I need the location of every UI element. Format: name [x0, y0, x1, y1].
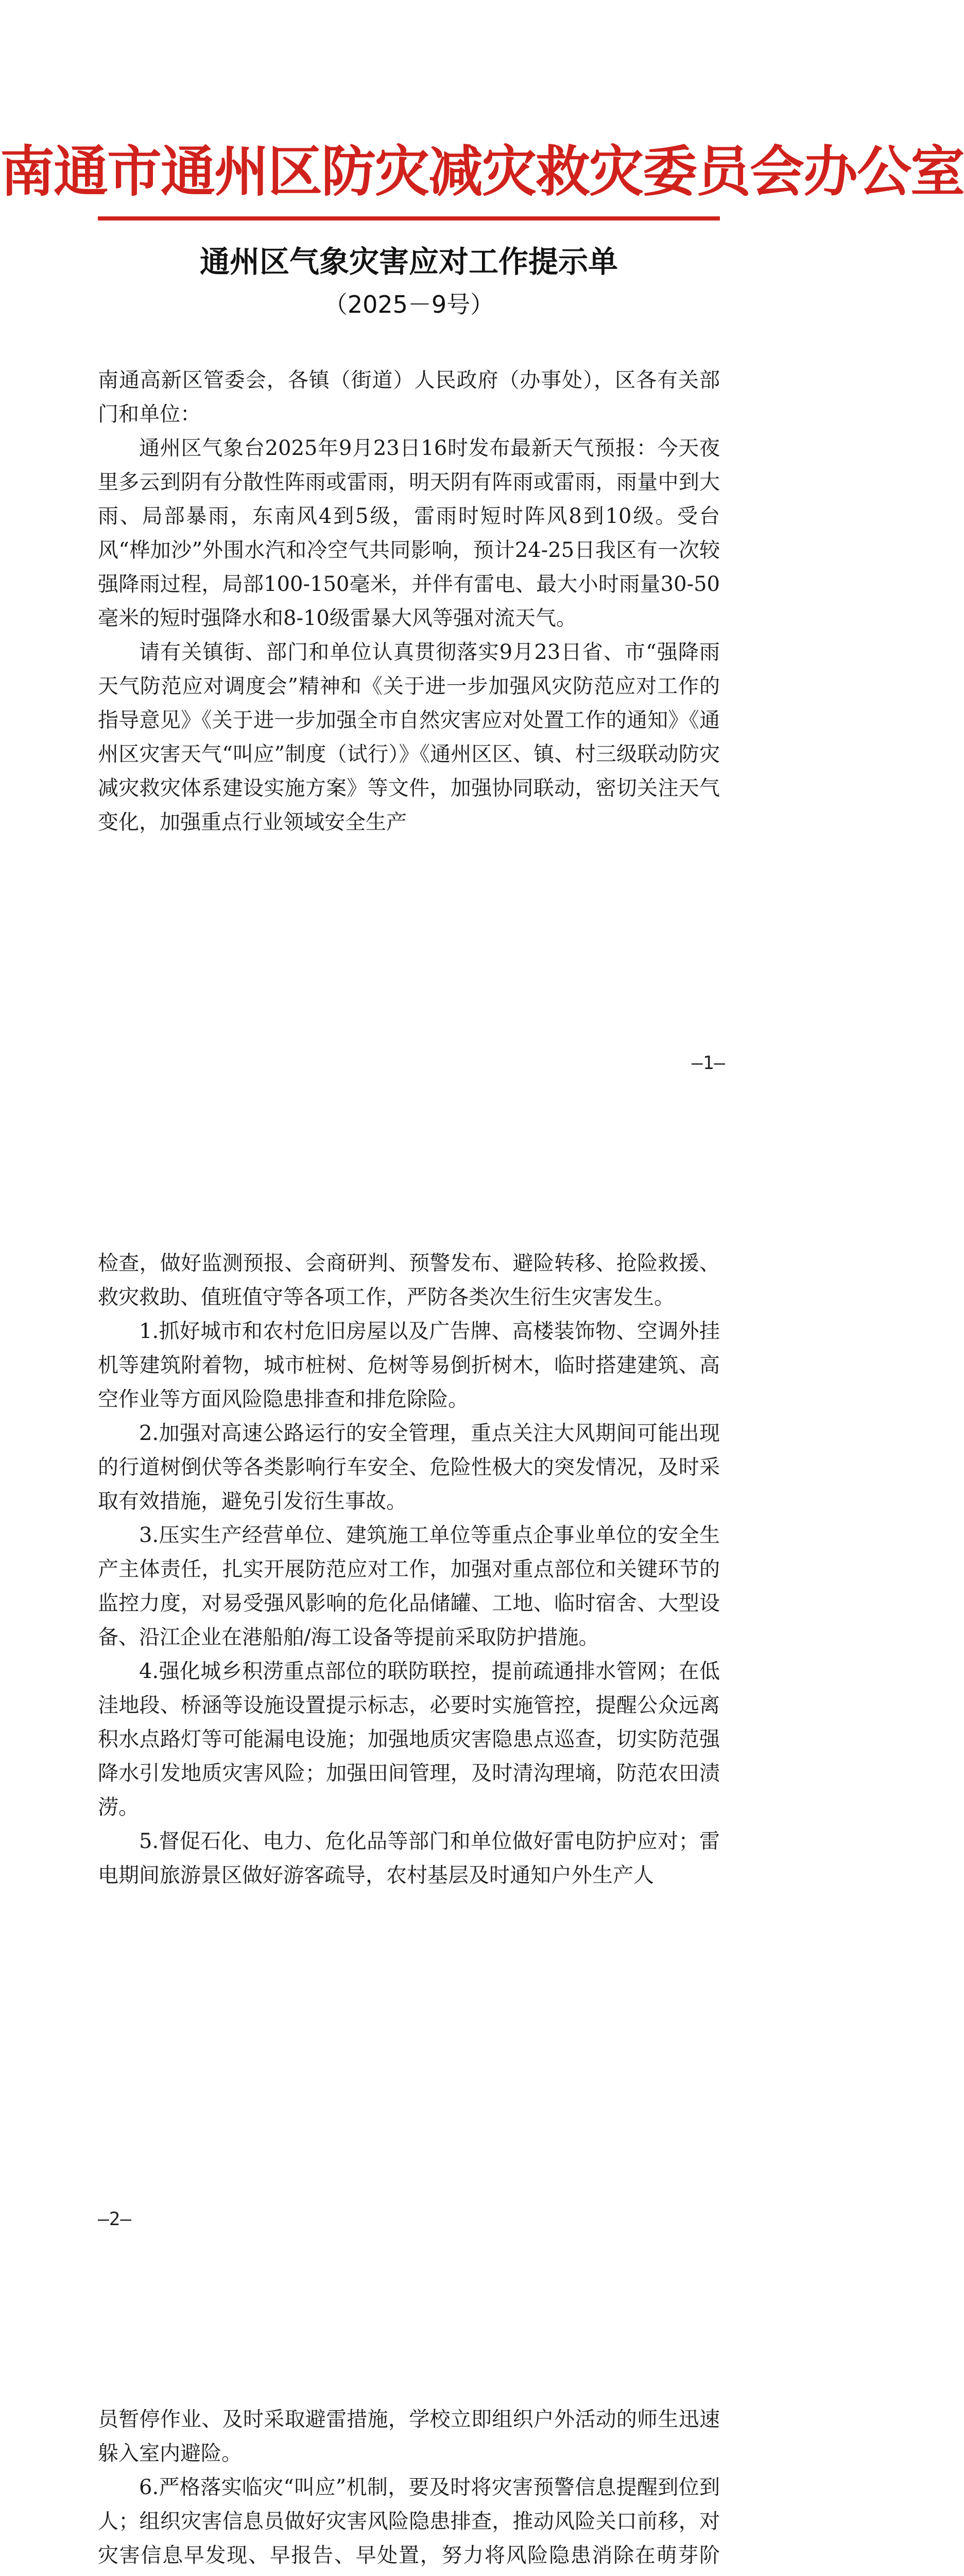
page-2: [0, 1156, 818, 2312]
document-title: 通州区气象灾害应对工作提示单: [199, 244, 618, 279]
forecast-paragraph: 通州区气象台2025年9月23日16时发布最新天气预报：今天夜里多云到阴有分散性阵雨或雷雨，明天阴有阵雨或雷雨，雨量中到大雨、局部暴雨，东南风4到5级，雷雨时短时阵风8到10级。受台风“桦加沙”外围水汽和冷空气共同影响，预计24-25日我区有一次较强降雨过程，局部100-150毫米，并伴有雷电、最大小时雨量30-50毫米的短时强降水和8-10级雷暴大风等强对流天气。: [98, 436, 720, 630]
page-1: [0, 0, 964, 1156]
item-6: 6.严格落实临灾“叫应”机制，要及时将灾害预警信息提醒到位到人；组织灾害信息员做好灾害风险隐患排查，推动风险关口前移，对灾害信息早发现、早报告、早处置，努力将风险隐患消除在萌芽阶: [98, 2476, 720, 2567]
page-number: —2—: [98, 2209, 132, 2230]
salutation: 南通高新区管委会，各镇（街道）人民政府（办事处），区各有关部门和单位：: [98, 368, 720, 426]
item-1: 1.抓好城市和农村危旧房屋以及广告牌、高楼装饰物、空调外挂机等建筑附着物，城市桩树、危树等易倒折树木，临时搭建建筑、高空作业等方面风险隐患排查和排危除险。: [98, 1319, 720, 1411]
continuation-paragraph: 员暂停作业、及时采取避雷措施，学校立即组织户外活动的师生迅速躲入室内避险。: [98, 2408, 720, 2465]
item-2: 2.加强对高速公路运行的安全管理，重点关注大风期间可能出现的行道树倒伏等各类影响行车安全、危险性极大的突发情况，及时采取有效措施，避免引发衍生事故。: [98, 1421, 720, 1513]
issuer-title: 南通市通州区防灾减灾救灾委员会办公室: [0, 139, 964, 204]
red-divider-line: [98, 216, 720, 221]
page-3-body: [98, 2402, 720, 2576]
document-number: （2025－9号）: [323, 291, 494, 318]
instruction-paragraph: 请有关镇街、部门和单位认真贯彻落实9月23日省、市“强降雨天气防范应对调度会”精神和《关于进一步加强风灾防范应对工作的指导意见》《关于进一步加强全市自然灾害应对处置工作的通知》《通州区灾害天气“叫应”制度（试行）》《通州区区、镇、村三级联动防灾减灾救灾体系建设实施方案》等文件，加强协同联动，密切关注天气变化，加强重点行业领域安全生产: [98, 640, 720, 834]
continuation-paragraph: 检查，做好监测预报、会商研判、预警发布、避险转移、抢险救援、救灾救助、值班值守等各项工作，严防各类次生衍生灾害发生。: [98, 1251, 720, 1309]
item-3: 3.压实生产经营单位、建筑施工单位等重点企事业单位的安全生产主体责任，扎实开展防范应对工作，加强对重点部位和关键环节的监控力度，对易受强风影响的危化品储罐、工地、临时宿舍、大型设备、沿江企业在港船舶/海工设备等提前采取防护措施。: [98, 1523, 720, 1649]
item-4: 4.强化城乡积涝重点部位的联防联控，提前疏通排水管网；在低洼地段、桥涵等设施设置提示标志，必要时实施管控，提醒公众远离积水点路灯等可能漏电设施；加强地质灾害隐患点巡查，切实防范强降水引发地质灾害风险；加强田间管理，及时清沟理墒，防范农田渍涝。: [98, 1659, 720, 1819]
page-3: [0, 2312, 818, 2576]
page-1-body: [98, 363, 720, 839]
page-2-body: [98, 1246, 720, 1892]
item-5: 5.督促石化、电力、危化品等部门和单位做好雷电防护应对；雷电期间旅游景区做好游客疏导，农村基层及时通知户外生产人: [98, 1829, 720, 1887]
page-number: —1—: [691, 1053, 725, 1074]
